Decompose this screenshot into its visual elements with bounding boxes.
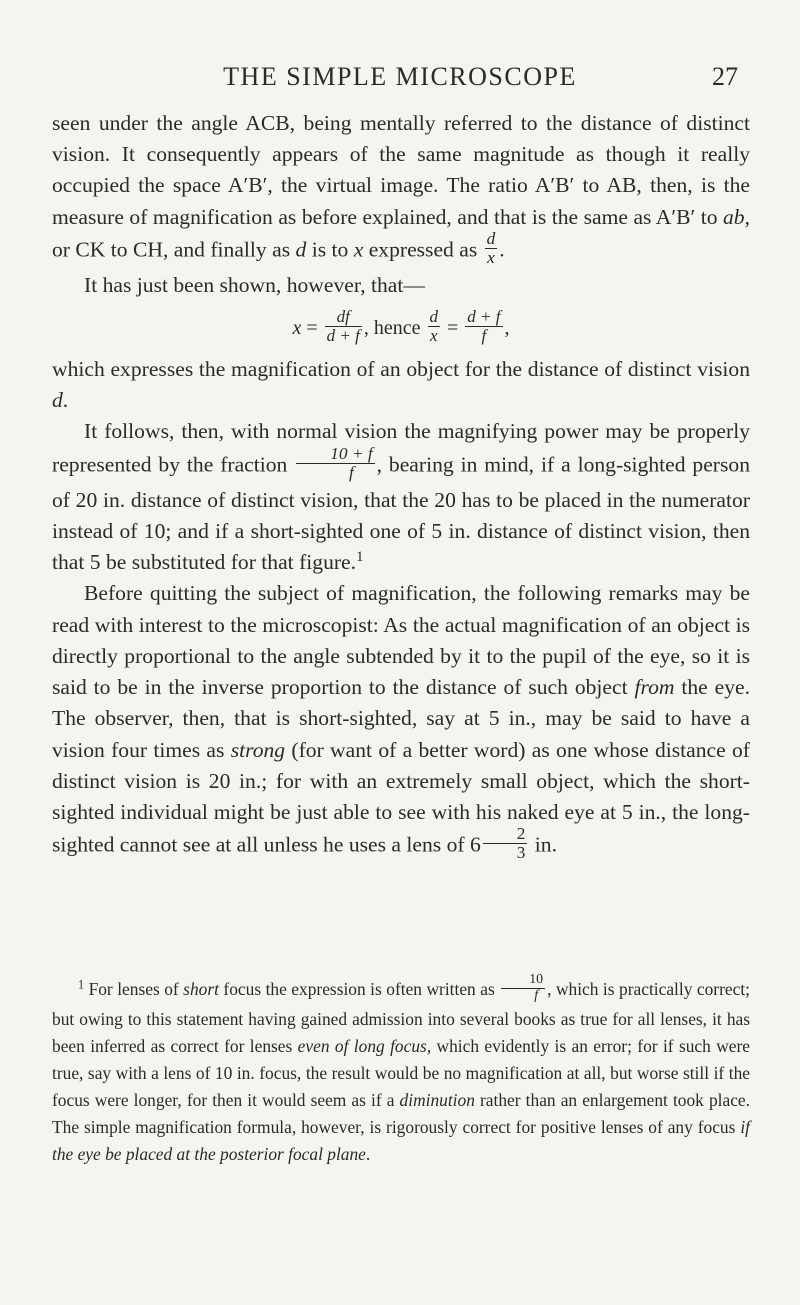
formula-f3-num: d + f [467, 307, 501, 327]
p1-text-5: . [499, 237, 505, 262]
formula-eq-2: = [442, 317, 464, 340]
fn-text-4: , which evidently is an error; for if such were true, say with a lens of 10 in. focus, the result would be no magnification at all, but worse still if the focus were longer, for then it would seem as if a [52, 1036, 750, 1111]
fn-diminution: diminution [399, 1090, 475, 1111]
p5-strong: strong [230, 737, 286, 762]
p4-text-1: It follows, then, with normal vision the magnifying power may be properly represented by the fraction [52, 419, 750, 477]
formula [52, 307, 750, 348]
p1-text-4: expressed as [363, 237, 483, 262]
p4-text-2: , bearing in mind, if a long-sighted person of 20 in. distance of distinct vision, that the 20 has to be placed in the numerator instead of 10; and if a short-sighted one of 5 in. distance of distinct vision, then that 5 be substituted for that figure. [52, 452, 750, 575]
formula-f3-den: f [481, 326, 487, 346]
main-text [52, 108, 750, 865]
p1-text-3: is to [306, 237, 354, 262]
p1-text-1: seen under the angle ACB, being mentally referred to the distance of distinct vision. It consequently appears of the same magnitude as though it really occupied the space A′B′, the virtual image. The ratio A′B′ to AB, then, is the measure of magnification as before explained, and that is the same as A′B′ to [52, 111, 750, 229]
footnote-ref[interactable]: 1 [356, 549, 364, 566]
formula-frac-2 [428, 308, 441, 345]
p5-text-1: Before quitting the subject of magnification, the following remarks may be read with interest to the microscopist: As the actual magnification of an object is directly proportional to the angle subtended by it to the pupil of the eye, so it is said to be in the inverse proportion to the distance of such object [52, 581, 750, 700]
p5-from: from [634, 675, 675, 700]
footnote-paragraph [52, 972, 750, 1168]
fn-text-1: For lenses of [84, 979, 184, 1000]
formula-eq: = [301, 317, 323, 340]
paragraph-5 [52, 578, 750, 865]
fn-text-6: . [365, 1144, 371, 1165]
p5-text-2: the eye. The observer, then, that is short-sighted, say at 5 in., may be said to have a vision four times as [52, 675, 751, 762]
p5-text-4: in. [529, 832, 557, 857]
fn-text-3: , which is practically correct; but owing to this statement having gained admission into several books as true for all lenses, it has been inferred as correct for lenses [52, 979, 750, 1057]
formula-f1-den: d + f [326, 326, 360, 346]
fn-posterior: if the eye be placed at the posterior focal plane [52, 1117, 750, 1165]
formula-f2-num: d [429, 307, 439, 327]
p1-fraction [485, 230, 498, 267]
p5-frac-den: 3 [516, 843, 526, 863]
fn-frac-num: 10 [501, 973, 545, 989]
running-title: THE SIMPLE MICROSCOPE [223, 62, 577, 91]
footnote-mark: 1 [78, 977, 85, 992]
p5-text-3: (for want of a better word) as one whose distance of distinct vision is 20 in.; for with an extremely small object, which the short-sighted individual might be just able to see with his naked eye at 5 in., the long-sighted cannot see at all unless he uses a lens of 6 [52, 737, 750, 857]
paragraph-4 [52, 416, 750, 578]
formula-frac-1 [325, 308, 362, 345]
fn-even: even of long focus [297, 1036, 427, 1057]
p4-frac-den: f [349, 462, 354, 482]
p4-frac-num: 10 + f [296, 445, 374, 464]
p1-var-x: x [353, 237, 364, 262]
p1-frac-num: d [486, 228, 496, 248]
fn-short: short [183, 979, 219, 1000]
p3-var-d: d [52, 388, 63, 413]
formula-end: , [504, 317, 510, 340]
formula-f2-den: x [429, 326, 438, 346]
p1-var-ab: ab [723, 204, 745, 229]
p1-var-d: d [295, 237, 307, 262]
fn-frac-den: f [534, 987, 539, 1003]
formula-frac-3 [465, 308, 502, 345]
formula-lhs: x [292, 317, 302, 340]
p4-fraction [296, 445, 374, 482]
formula-hence: , hence [363, 317, 426, 340]
paragraph-2: It has just been shown, however, that— [84, 273, 425, 298]
fn-text-5: rather than an enlargement took place. The simple magnification formula, however, is rigorously correct for positive lenses of any focus [52, 1090, 750, 1138]
p1-text-2: , or CK to CH, and finally as [52, 204, 750, 262]
fn-text-2: focus the expression is often written as [218, 979, 500, 1000]
p1-frac-den: x [487, 247, 495, 267]
footnote [52, 972, 750, 1168]
paragraph-1 [52, 108, 750, 270]
formula-f1-num: df [325, 308, 362, 327]
p3-text-1: which expresses the magnification of an object for the distance of distinct vision [52, 356, 750, 381]
fn-fraction [501, 973, 545, 1003]
p3-text-2: . [62, 388, 69, 413]
p5-frac-num: 2 [483, 825, 528, 844]
running-header [0, 62, 800, 96]
p5-fraction [483, 825, 528, 862]
paragraph-3 [52, 354, 750, 416]
page-number: 27 [712, 62, 738, 91]
